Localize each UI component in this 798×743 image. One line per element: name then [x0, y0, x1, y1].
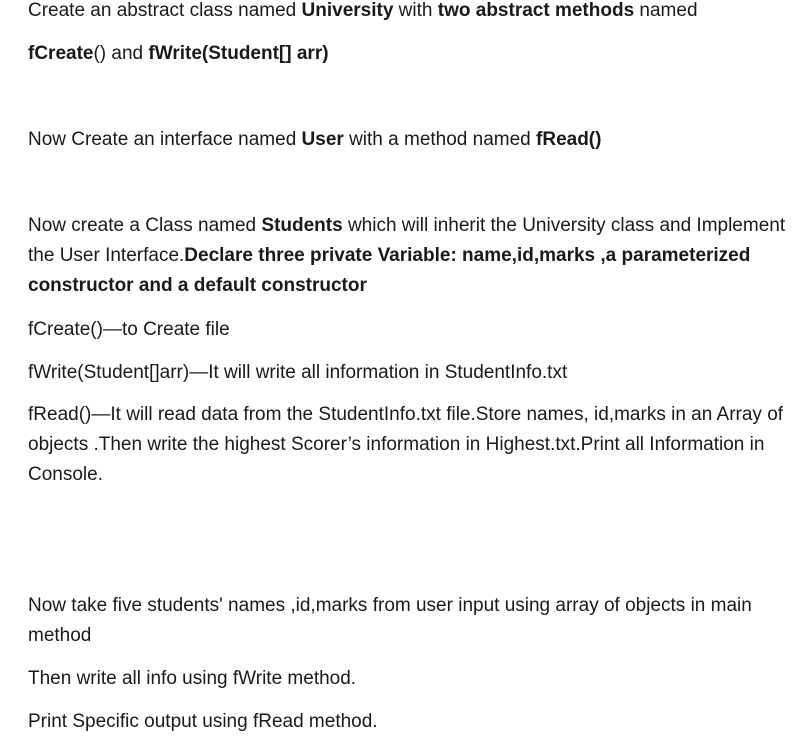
bold-text: fCreate	[28, 43, 94, 64]
text: with a method named	[343, 129, 537, 150]
text: fRead()—It will read data from the StudentInfo.txt file.Store names, id,marks in an Array of objects .Then write the highest Scorer’s information in Highest.txt.Print all Information in Console.	[28, 404, 784, 485]
text: with	[393, 0, 438, 21]
text: Print Specific output using fRead method.	[28, 711, 378, 732]
paragraph-fread	[28, 400, 792, 490]
text: fWrite(Student[]arr)—It will write all information in StudentInfo.txt	[28, 362, 568, 383]
paragraph-abstract-methods	[28, 43, 329, 65]
text: fCreate()—to Create file	[28, 319, 230, 340]
text: Then write all info using fWrite method.	[28, 668, 357, 689]
paragraph-students-class	[28, 211, 792, 301]
paragraph-main-method	[28, 591, 792, 651]
bold-text: two abstract methods	[437, 0, 635, 21]
text: which will inherit the University class and Implement the User Interface.	[28, 215, 786, 266]
bold-text: fWrite(Student[] arr)	[148, 43, 329, 64]
text: named	[634, 0, 698, 21]
bold-text: Declare three private Variable: name,id,marks ,a parameterized constructor and a default constructor	[28, 245, 751, 296]
text: Create an abstract class named	[28, 0, 302, 21]
bold-text: University	[301, 0, 394, 21]
paragraph-print-output	[28, 711, 378, 733]
text: Now take five students' names ,id,marks from user input using array of objects in main method	[28, 595, 752, 646]
paragraph-fwrite	[28, 362, 567, 384]
paragraph-university-class	[28, 0, 698, 22]
paragraph-fcreate	[28, 319, 230, 341]
bold-text: User	[301, 129, 344, 150]
text: Now create a Class named	[28, 215, 262, 236]
paragraph-user-interface	[28, 129, 601, 151]
text: Now Create an interface named	[28, 129, 302, 150]
bold-text: fRead()	[536, 129, 602, 150]
text: () and	[93, 43, 149, 64]
paragraph-write-info	[28, 668, 356, 690]
bold-text: Students	[261, 215, 343, 236]
